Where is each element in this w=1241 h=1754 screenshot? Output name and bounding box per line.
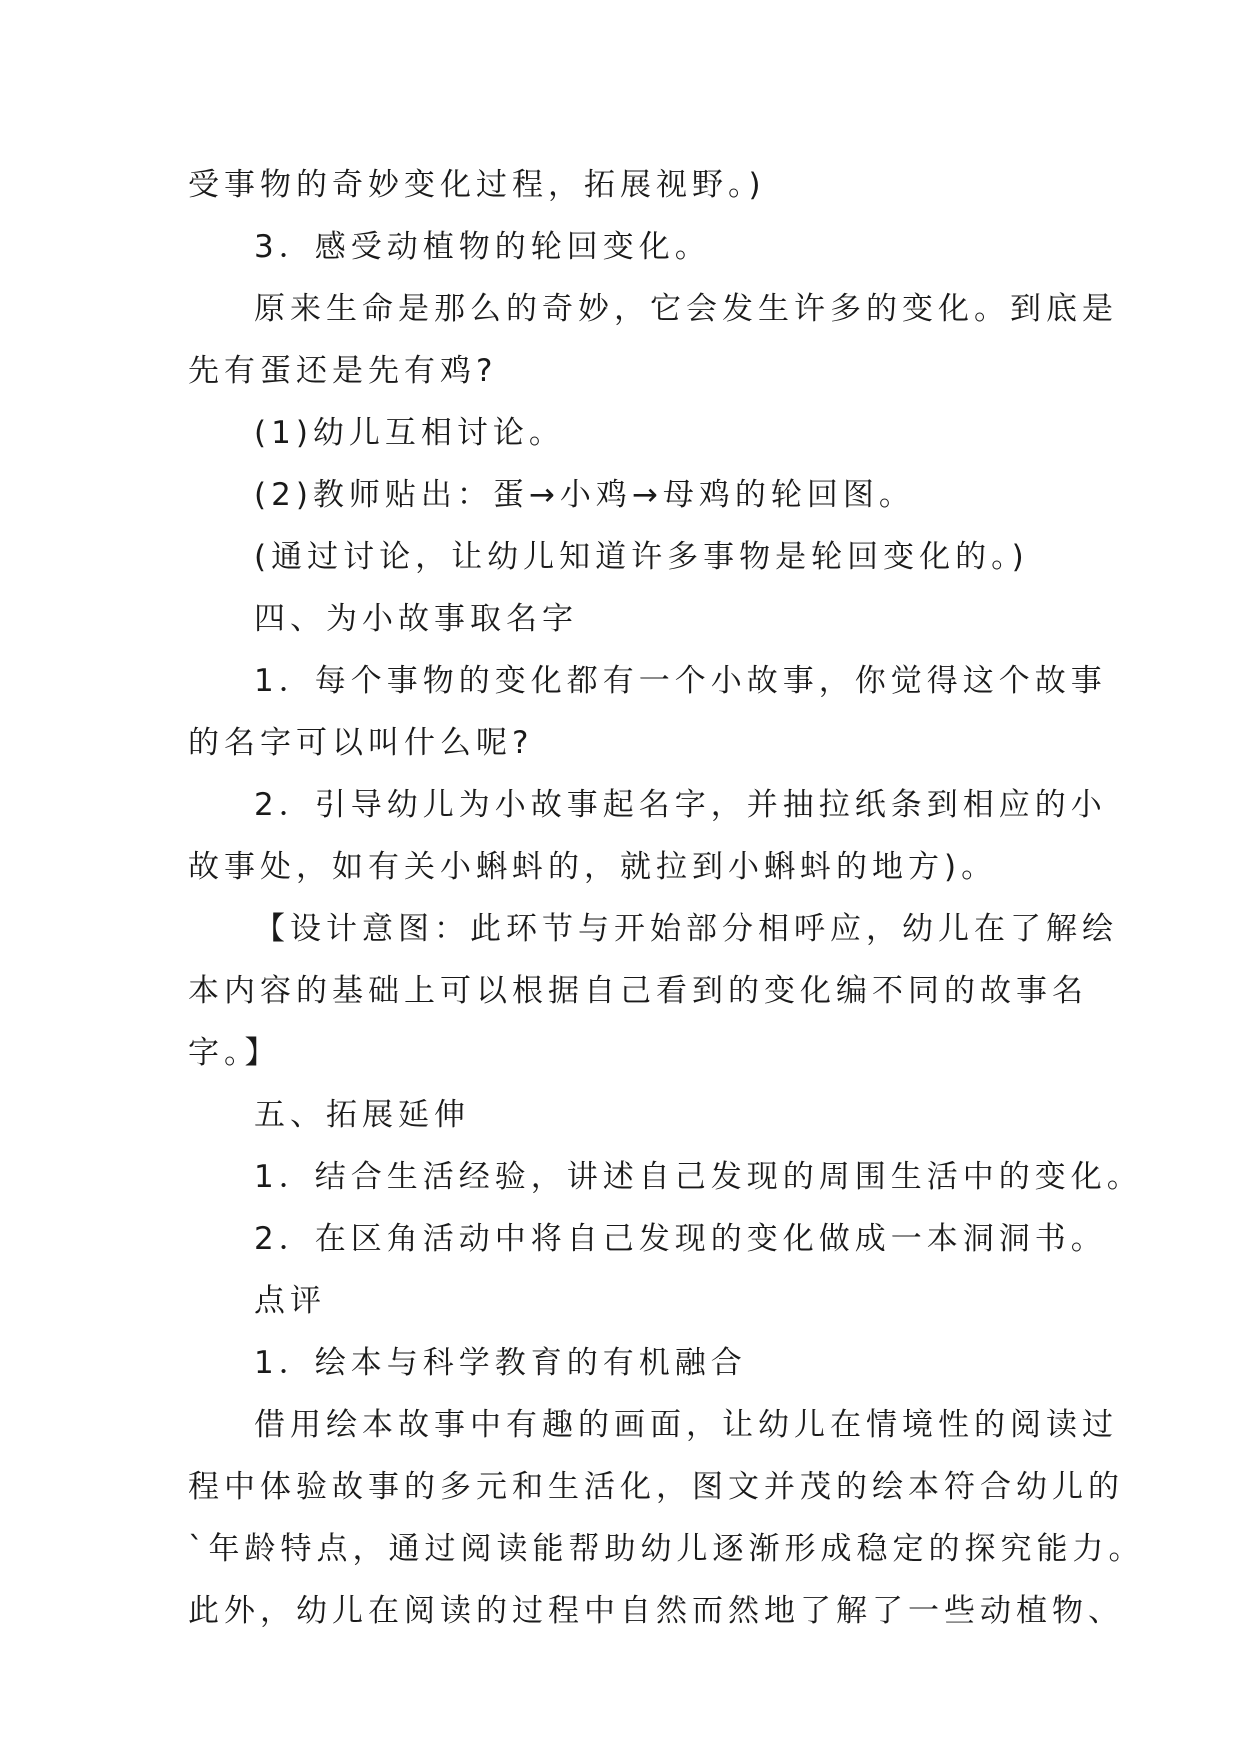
text-line: 原来生命是那么的奇妙，它会发生许多的变化。到底是 xyxy=(254,291,1118,327)
text-line: 的名字可以叫什么呢? xyxy=(188,725,534,761)
document-body xyxy=(188,154,1145,1642)
text-line: 本内容的基础上可以根据自己看到的变化编不同的故事名 xyxy=(188,973,1088,1009)
text-line: 1．每个事物的变化都有一个小故事，你觉得这个故事 xyxy=(254,663,1107,699)
text-line: 此外，幼儿在阅读的过程中自然而然地了解了一些动植物、 xyxy=(188,1593,1124,1629)
text-line: 受事物的奇妙变化过程，拓展视野。) xyxy=(188,167,766,203)
text-line: 【设计意图：此环节与开始部分相呼应，幼儿在了解绘 xyxy=(254,911,1118,947)
text-line: 字。】 xyxy=(188,1035,281,1071)
text-line: 1．结合生活经验，讲述自己发现的周围生活中的变化。 xyxy=(254,1159,1143,1195)
section-heading: 点评 xyxy=(254,1283,326,1319)
text-line: 借用绘本故事中有趣的画面，让幼儿在情境性的阅读过 xyxy=(254,1407,1118,1443)
text-line: 故事处，如有关小蝌蚪的，就拉到小蝌蚪的地方)。 xyxy=(188,849,998,885)
text-line: 2．在区角活动中将自己发现的变化做成一本洞洞书。 xyxy=(254,1221,1107,1257)
text-line: 2．引导幼儿为小故事起名字，并抽拉纸条到相应的小 xyxy=(254,787,1107,823)
text-line: (1)幼儿互相讨论。 xyxy=(254,415,565,451)
text-line: (通过讨论，让幼儿知道许多事物是轮回变化的。) xyxy=(254,539,1029,575)
text-line: (2)教师贴出：蛋→小鸡→母鸡的轮回图。 xyxy=(254,477,915,513)
section-heading: 五、拓展延伸 xyxy=(254,1097,470,1133)
text-line: 3．感受动植物的轮回变化。 xyxy=(254,229,711,265)
text-line: 程中体验故事的多元和生活化，图文并茂的绘本符合幼儿的 xyxy=(188,1469,1124,1505)
text-line: 先有蛋还是先有鸡? xyxy=(188,353,498,389)
section-heading: 四、为小故事取名字 xyxy=(254,601,578,637)
text-line: 1．绘本与科学教育的有机融合 xyxy=(254,1345,747,1381)
text-line: `年龄特点，通过阅读能帮助幼儿逐渐形成稳定的探究能力。 xyxy=(188,1531,1145,1567)
